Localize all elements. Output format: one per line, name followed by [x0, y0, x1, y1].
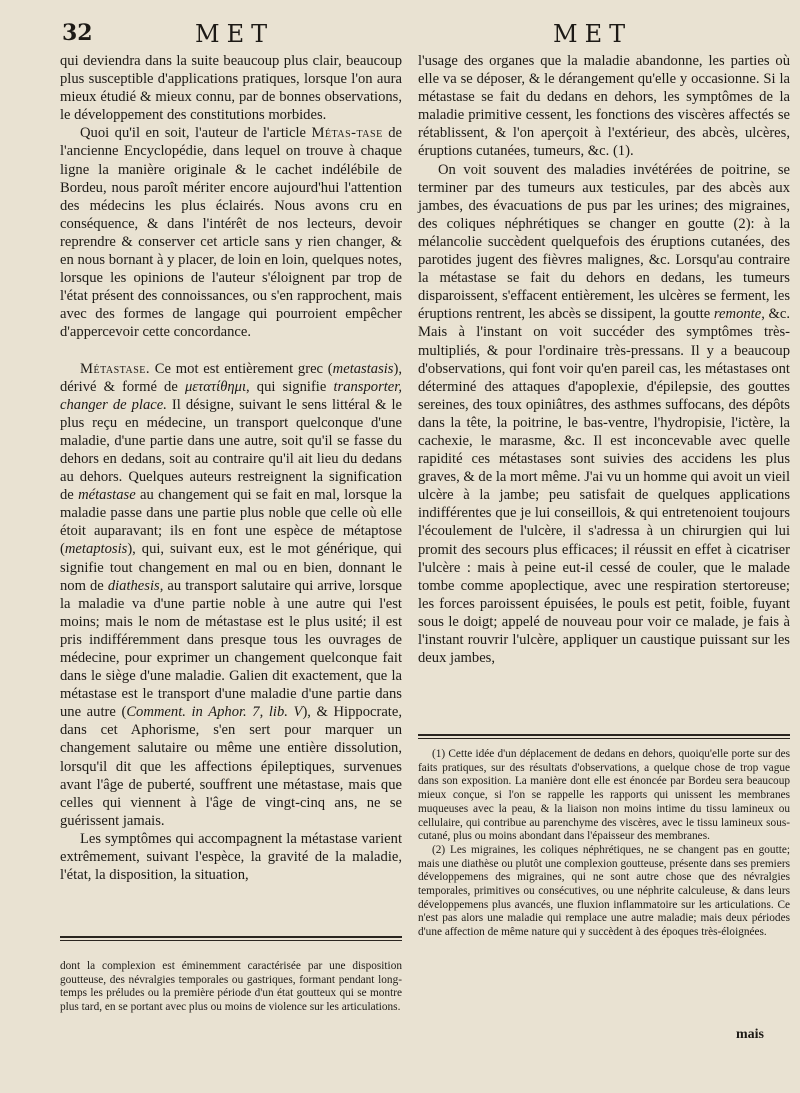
running-head-right: MET — [553, 20, 633, 48]
footnote-left — [60, 960, 402, 1015]
footnote-rule-right-thin — [418, 738, 790, 739]
footnote-rule-right — [418, 734, 790, 736]
left-column — [60, 52, 402, 884]
footnote-ref-1: (1). — [609, 143, 634, 160]
greek-word: μετατίθημι — [184, 378, 246, 395]
page-number: 32 — [62, 20, 93, 46]
article-title-ref: Métas-tase — [311, 125, 383, 142]
page-header — [0, 18, 800, 48]
footnotes-right — [418, 748, 790, 940]
paragraph-examples: On voit souvent des maladies invétérées de poitrine, se terminer par des tumeurs aux testicules, par des abcès aux jambes, des évacuations de pus par les urines; des migraines, des coliques néphrétiques se changer en goutte (2): à la mélancolie succèdent quelquefois des éruptions cutanées, des parotides jugent des fièvres malignes, &c. Lorsqu'au contraire la métastase se fait du dehors en dedans, les tumeurs disparoissent, s'effacent entièrement, les ulcères se ferment, les éruptions rentrent, les abcès se dissipent, la goutte remonte, &c. Mais à l'instant on voit succéder des symptômes très-multipliés, & pour l'ordinaire très-pressans. Il y a beaucoup d'observations, qui font voir qu'en pareil cas, les métastases ont déterminé des attaques d'apoplexie, d'épilepsie, des gouttes sereines, des toux opiniâtres, des asthmes suffocans, des dépôts dans la tête, la poitrine, le bas-ventre, l'hydropisie, l'ictère, la cachexie, le marasme, &c. Il est inconcevable avec quelle rapidité ces métastases sont suivies des accidens les plus graves, & de la mort même. J'ai vu un homme qui avoit un vieil ulcère à la jambe; peu satisfait de quelques applications indifférentes que je lui conseillois, & qui entretenoient toujours l'écoulement de l'ulcère, il s'adressa à un chirurgien qui lui promit des secours plus efficaces; il réussit en effet à cicatriser l'ulcère : mais à peine eut-il cessé de couler, que le malade tombe comme apoplectique, avec une respiration stertoreuse; les forces paroissent épuisées, le pouls est petit, foible, fuyant sous le doigt; appelé de nouveau pour voir ce malade, je fais à l'instant rouvrir l'ulcère, appliquer un caustique puissant sur les deux jambes, — [418, 161, 790, 667]
paragraph-continuation: l'usage des organes que la maladie abandonne, les parties où elle va se déposer, & le dérangement qu'elle y occasionne. Si la métastase se fait du dedans en dehors, les symptômes de la maladie primitive cessent, les fonctions des viscères affectés se rétablissent, & l'on aperçoit à l'extérieur, des abcès, ulcères, éruptions cutanées, tumeurs, &c. (1). — [418, 53, 790, 160]
entry-headword: Métastase. — [80, 360, 151, 377]
footnote-continuation: dont la complexion est éminemment caractérisée par une disposition goutteuse, des névralgies temporales ou gastriques, formant pendant long-temps les préludes ou la première période d'un état goutteux qui se montre plus tard, en se portant avec plus ou moins de violence sur les articulations. — [60, 960, 402, 1014]
citation: Comment. in Aphor. 7, lib. V — [126, 704, 303, 721]
footnote-2: (2) Les migraines, les coliques néphrétiques, ne se changent pas en goutte; mais une diathèse ou plutôt une complexion goutteuse, présente dans ses premiers développemens des migraines, qui ne sont autre chose que des névralgies temporales, primitives ou consécutives, ou une néphrite calculeuse, & dans leurs développemens plus avancés, une fluxion inflammatoire sur les articulations. Ce n'est pas alors une maladie qui remplace une autre maladie; mais deux périodes d'une affection de même nature qui y succèdent à des époques très-éloignées. — [418, 843, 790, 939]
footnote-rule-left — [60, 936, 402, 938]
paragraph-definition: Métastase. Ce mot est entièrement grec (metastasis), dérivé & formé de μετατίθημι, qui signifie transporter, changer de place. Il désigne, suivant le sens littéral & le plus reçu en médecine, un transport quelconque d'une maladie, d'une partie dans une autre, soit qu'il se fasse du dehors en dedans, soit au contraire qu'il ait lieu du dedans au dehors. Quelques auteurs restreignent la signification de métastase au changement qui se fait en mal, lorsque la maladie passe dans une partie plus noble que celle où elle étoit auparavant; ils en font une espèce de métaptose (metaptosis), qui, suivant eux, est le mot générique, qui signifie tout changement en mal ou en bien, donnant le nom de diathesis, au transport salutaire qui arrive, lorsque la maladie va d'une partie noble à une autre qui l'est moins; mais le nom de métastase est le plus usité; il est pris indifféremment dans presque tous les ouvrages de médecine, pour exprimer un changement quelconque fait dans le siège d'une maladie. Galien dit exactement, que la métastase est le transport d'une maladie d'une partie dans une autre (Comment. in Aphor. 7, lib. V), & Hippocrate, dans cet Aphorisme, s'en sert pour marquer un changement salutaire ou même une entière dissolution, lorsqu'il dit que les affections épileptiques, survenues avant l'âge de puberté, souffrent une métastase, mais que celles qui viennent à l'âge de vingt-cinq ans, ne se guérissent jamais. — [60, 360, 402, 829]
footnote-1: (1) Cette idée d'un déplacement de dedans en dehors, quoiqu'elle porte sur des faits pratiques, sur des résultats d'observations, a quelque chose de trop vague dans son exposition. La manière dont elle est énoncée par Bordeu sera beaucoup mieux conçue, si l'on se rappelle les rapports qui unissent les membranes muqueuses avec la peau, & la liaison non moins intime du tissu lamineux ou cellulaire, qui contribue au parenchyme des viscères, avec le tissu lamineux sous-cutané, plus ou moins abondant dans l'épaisseur des membranes. — [418, 748, 790, 843]
paragraph-symptoms: Les symptômes qui accompagnent la métastase varient extrêmement, suivant l'espèce, la gravité de la maladie, l'état, la disposition, la situation, — [60, 830, 402, 884]
catchword: mais — [736, 1027, 764, 1042]
running-head-left: MET — [195, 20, 275, 48]
right-column — [418, 52, 790, 667]
paragraph-continuation: qui deviendra dans la suite beaucoup plus clair, beaucoup plus susceptible d'applications pratiques, lorsque l'on aura mieux étudié & mieux connu, par de bonnes observations, le développement des constitutions morbides. — [60, 53, 402, 124]
footnote-rule-left-thin — [60, 940, 402, 941]
paragraph-editorial-note: Quoi qu'il en soit, l'auteur de l'article Métas-tase de l'ancienne Encyclopédie, dans lequel on trouve à chaque ligne la manière originale & le cachet indélébile de Bordeu, nous paroît mériter encore aujourd'hui l'attention des médecins les plus éclairés. Nous avons cru en conséquence, & dans l'intérêt de nos lecteurs, devoir reprendre & conserver cet article sans y rien changer, & en nous bornant à y placer, de loin en loin, quelques notes, lorsque les opinions de l'auteur s'éloignent par trop de l'état présent des connoissances, ou s'en rapprochent, mais avec des formes de langage qui pourroient empêcher d'appercevoir cette concordance. — [60, 125, 402, 341]
